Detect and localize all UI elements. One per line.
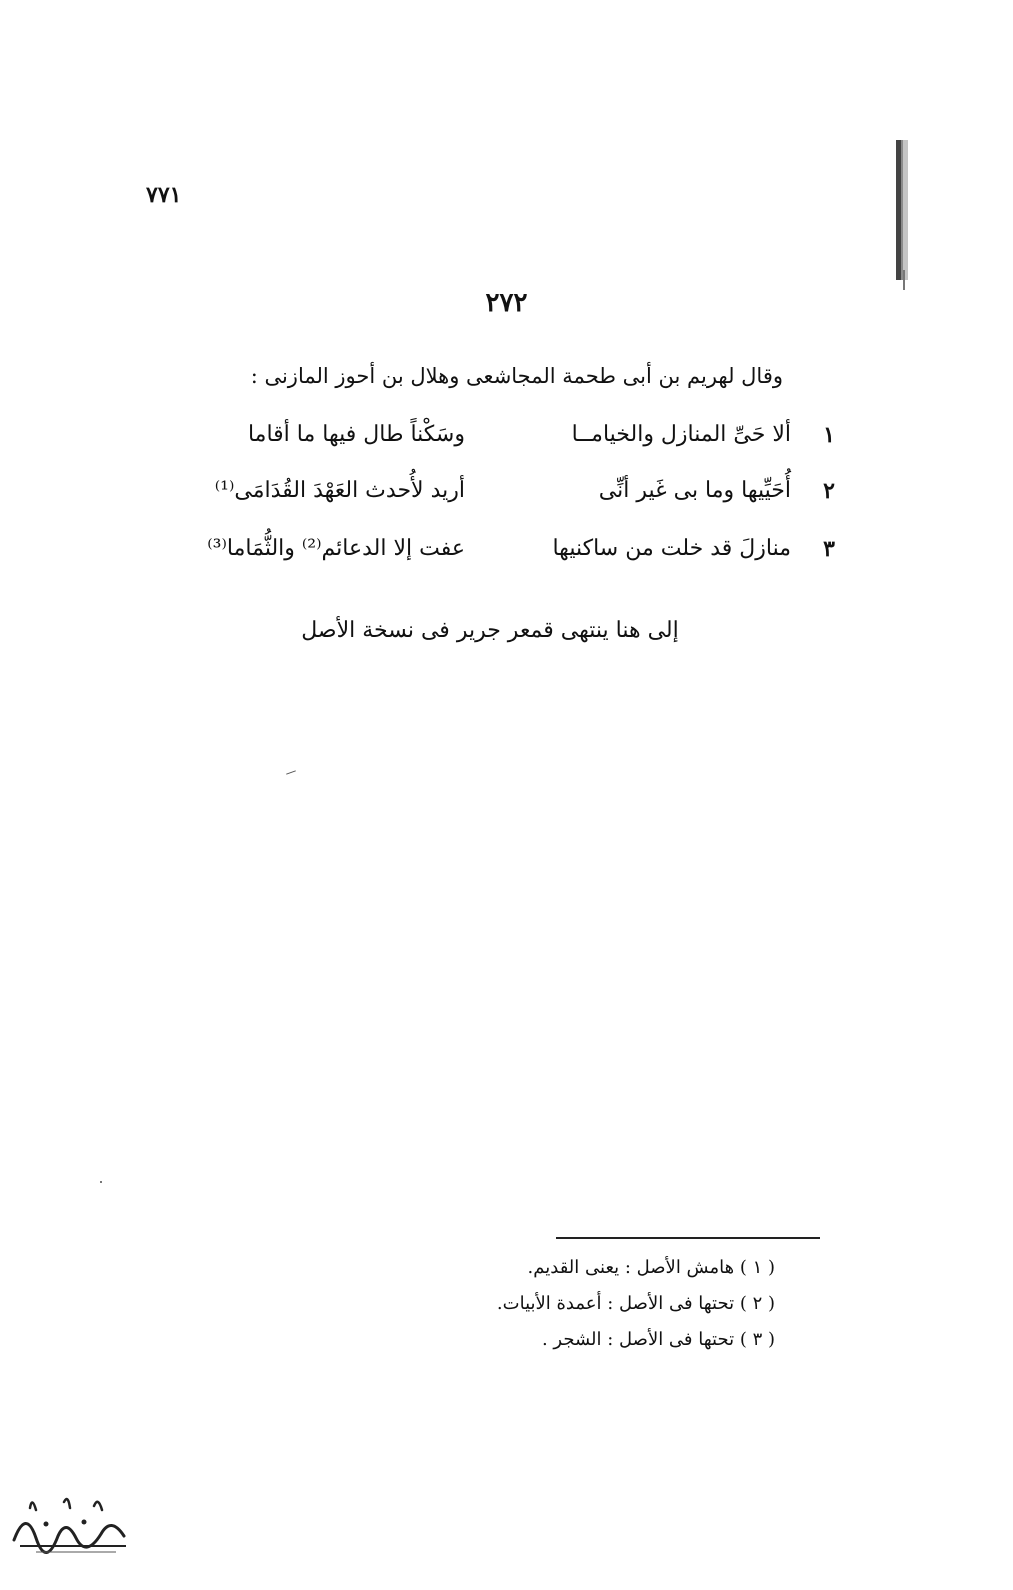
verse-1 (155, 422, 835, 462)
page-edge-mark-thin (903, 270, 905, 290)
verse-number: ٢ (823, 478, 835, 504)
footnote-divider (556, 1237, 820, 1239)
poem-intro: وقال لهريم بن أبى طحمة المجاشعى وهلال بن أحوز المازنى : (250, 364, 783, 388)
verse-second-hemistich: أريد لأُحدث العَهْدَ القُدَامَى⁽¹⁾ (214, 478, 465, 503)
verse-2 (155, 478, 835, 518)
closing-note: إلى هنا ينتهى قمعر جرير فى نسخة الأصل (301, 618, 679, 643)
ink-speck (100, 1181, 102, 1183)
poem-number: ٢٧٢ (485, 288, 528, 318)
calligraphy-stamp-logo (6, 1488, 136, 1558)
verse-second-hemistich: عفت إلا الدعائم⁽²⁾ والثُّمَاما⁽³⁾ (207, 536, 465, 561)
footnotes (375, 1250, 775, 1358)
footnote-2: ( ٢ ) تحتها فى الأصل : أعمدة الأبيات. (496, 1293, 775, 1314)
verse-second-hemistich: وسَكْناً طال فيها ما أقاما (247, 422, 465, 447)
verse-number: ٣ (823, 536, 835, 562)
verse-3 (155, 536, 835, 576)
ink-speck (286, 770, 296, 774)
verse-first-hemistich: ألا حَىِّ المنازل والخيامــا (571, 422, 791, 447)
page-edge-mark (896, 140, 908, 280)
verse-first-hemistich: منازلَ قد خلت من ساكنيها (552, 536, 791, 561)
page-number: ٧٧١ (146, 182, 182, 208)
footnote-3: ( ٣ ) تحتها فى الأصل : الشجر . (541, 1329, 775, 1350)
verse-number: ١ (823, 422, 835, 448)
calligraphy-stamp-icon (6, 1488, 136, 1558)
footnote-1: ( ١ ) هامش الأصل : يعنى القديم. (527, 1257, 775, 1278)
verse-first-hemistich: أُحَيِّيها وما بى غَير أنِّى (598, 478, 791, 503)
